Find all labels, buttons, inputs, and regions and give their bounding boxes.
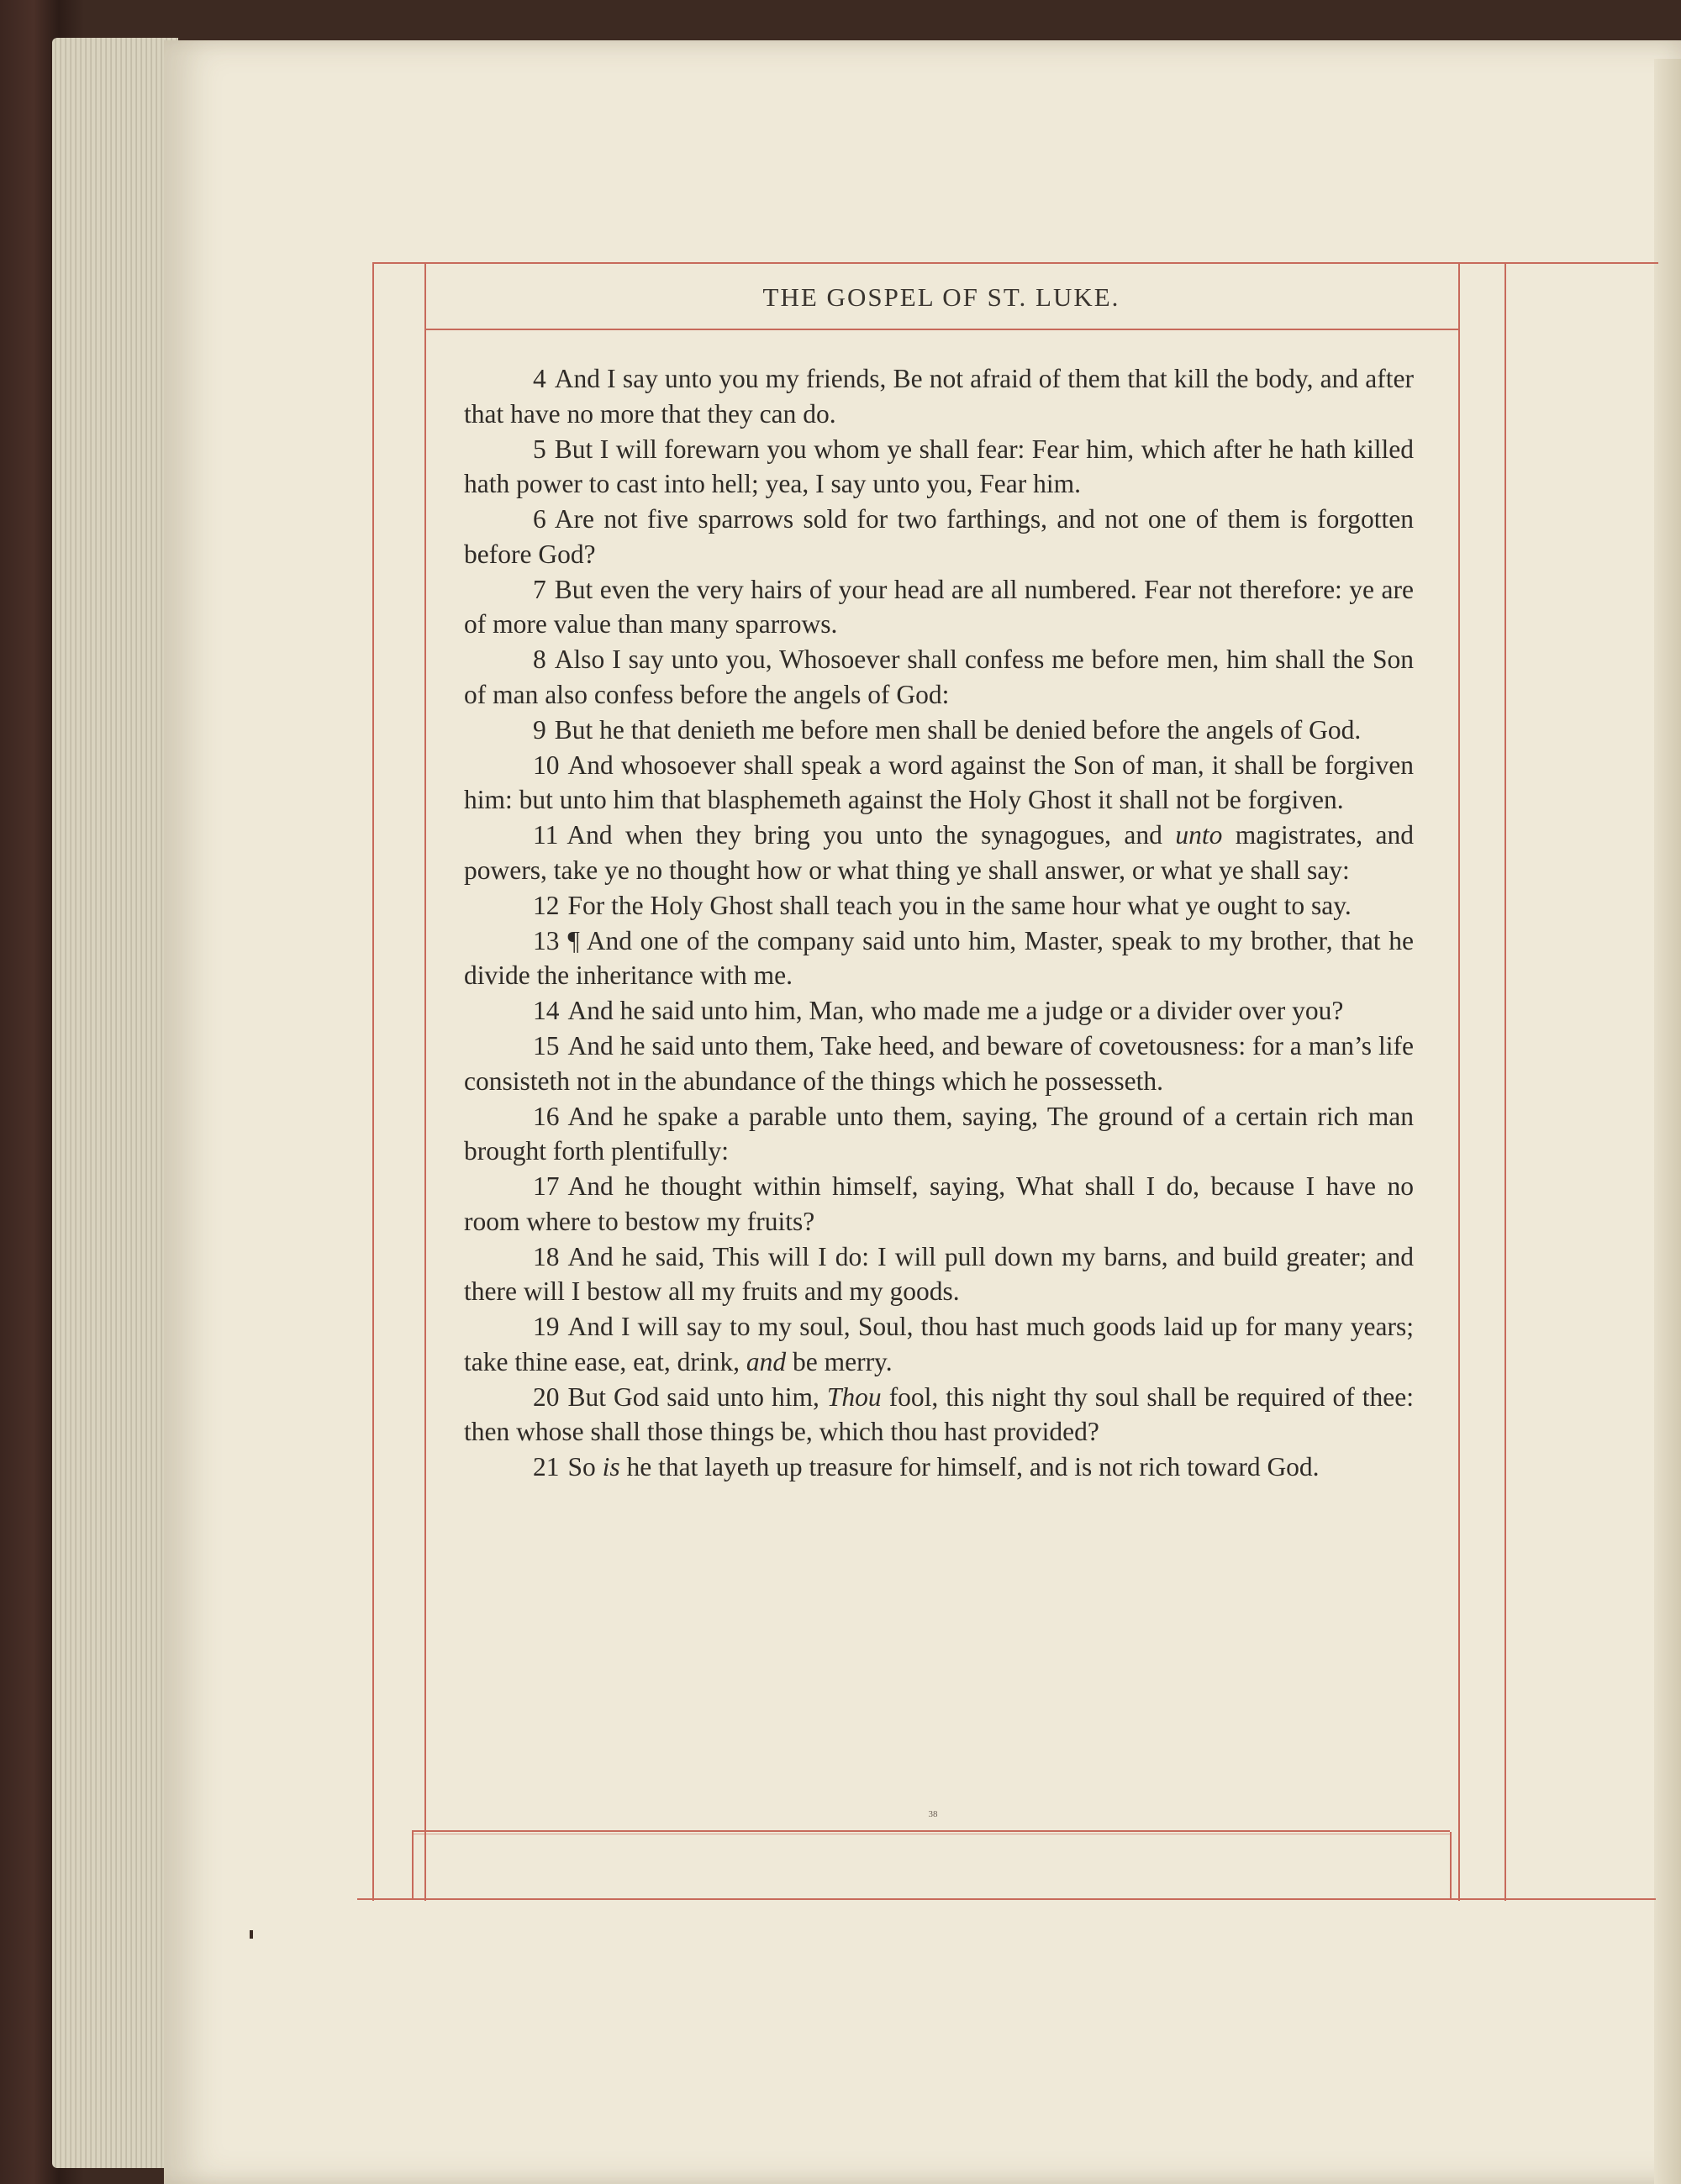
verse-text-continued: he that layeth up treasure for himself, and is not rich toward God. [619, 1452, 1320, 1481]
verse-number: 14 [533, 996, 560, 1025]
verse-text: And whosoever shall speak a word against the Son of man, it shall be forgiven him: but unto him that blasphemeth against the Holy Ghost it shall not be forgiven. [464, 750, 1414, 814]
verse-number: 21 [533, 1452, 560, 1481]
verse-number: 18 [533, 1241, 560, 1271]
margin-mark [250, 1930, 253, 1939]
verse-5 [464, 432, 1414, 502]
verse-number: 11 [533, 820, 559, 850]
verse-text: And he said, This will I do: I will pull down my barns, and build greater; and there will I bestow all my fruits and my goods. [464, 1241, 1414, 1306]
verse-text-block [464, 361, 1414, 1485]
verse-9 [464, 713, 1414, 748]
verse-11 [464, 818, 1414, 887]
verse-number: 16 [533, 1101, 560, 1131]
running-head: THE GOSPEL OF ST. LUKE. [762, 282, 1120, 312]
verse-text: And he thought within himself, saying, What shall I do, because I have no room where to bestow my fruits? [464, 1171, 1414, 1236]
verse-6 [464, 502, 1414, 571]
verse-text: So [567, 1452, 603, 1481]
verse-8 [464, 642, 1414, 712]
verse-text: And when they bring you unto the synagogues, and [566, 820, 1176, 850]
next-page-edge [1654, 59, 1681, 2184]
verse-text: And he said unto him, Man, who made me a judge or a divider over you? [567, 996, 1344, 1025]
verse-4 [464, 361, 1414, 431]
verse-number: 10 [533, 750, 560, 780]
verse-7 [464, 572, 1414, 642]
verse-text: And he spake a parable unto them, saying, The ground of a certain rich man brought forth plentifully: [464, 1101, 1414, 1166]
verse-text: Are not five sparrows sold for two farthings, and not one of them is forgotten before God? [464, 504, 1414, 569]
verse-italic-word: is [602, 1452, 620, 1481]
verse-italic-word: Thou [826, 1381, 882, 1412]
verse-number: 20 [533, 1381, 560, 1412]
verse-number: 4 [533, 364, 546, 393]
verse-text-continued: magistrates, and powers, take ye no thought how or what thing ye shall answer, or what ye shall say: [464, 820, 1414, 885]
verse-number: 9 [533, 714, 546, 745]
verse-17 [464, 1169, 1414, 1239]
verse-number: 19 [533, 1312, 560, 1341]
verse-number: 15 [533, 1031, 560, 1060]
verse-text: For the Holy Ghost shall teach you in the same hour what ye ought to say. [567, 890, 1352, 920]
verse-italic-word: and [746, 1346, 787, 1376]
page-edges [52, 38, 178, 2168]
verse-number: 8 [533, 645, 546, 674]
verse-text: And I will say to my soul, Soul, thou hast much goods laid up for many years; take thine ease, eat, drink, [464, 1312, 1414, 1376]
verse-number: 12 [533, 890, 560, 920]
verse-18 [464, 1239, 1414, 1309]
verse-number: 5 [533, 434, 546, 464]
verse-10 [464, 748, 1414, 818]
verse-number: 6 [533, 504, 546, 534]
verse-20 [464, 1380, 1414, 1450]
verse-text: Also I say unto you, Whosoever shall confess me before men, him shall the Son of man also confess before the angels of God: [464, 645, 1414, 709]
verse-text: And he said unto them, Take heed, and beware of covetousness: for a man’s life consisteth not in the abundance of the things which he possesseth. [464, 1031, 1414, 1096]
verse-text: But God said unto him, [567, 1381, 827, 1412]
folio-number: 38 [928, 1809, 938, 1819]
verse-21 [464, 1450, 1414, 1485]
verse-19 [464, 1309, 1414, 1379]
verse-number: 7 [533, 574, 546, 604]
verse-text: And I say unto you my friends, Be not afraid of them that kill the body, and after that have no more that they can do. [464, 364, 1414, 429]
verse-14 [464, 993, 1414, 1029]
verse-text: But even the very hairs of your head are all numbered. Fear not therefore: ye are of more value than many sparrows. [464, 574, 1414, 639]
verse-13 [464, 924, 1414, 993]
verse-text: But he that denieth me before men shall be denied before the angels of God. [554, 714, 1362, 745]
verse-text: ¶ And one of the company said unto him, Master, speak to my brother, that he divide the inheritance with me. [464, 925, 1414, 990]
verse-16 [464, 1099, 1414, 1169]
verse-12 [464, 888, 1414, 924]
verse-text-continued: fool, this night thy soul shall be required of thee: then whose shall those things be, which thou hast provided? [464, 1381, 1414, 1446]
verse-number: 13 [533, 925, 560, 955]
verse-text-continued: be merry. [786, 1346, 893, 1376]
verse-text: But I will forewarn you whom ye shall fear: Fear him, which after he hath killed hath power to cast into hell; yea, I say unto you, Fear him. [464, 434, 1414, 498]
verse-italic-word: unto [1175, 820, 1223, 850]
verse-number: 17 [533, 1171, 560, 1201]
verse-15 [464, 1029, 1414, 1098]
